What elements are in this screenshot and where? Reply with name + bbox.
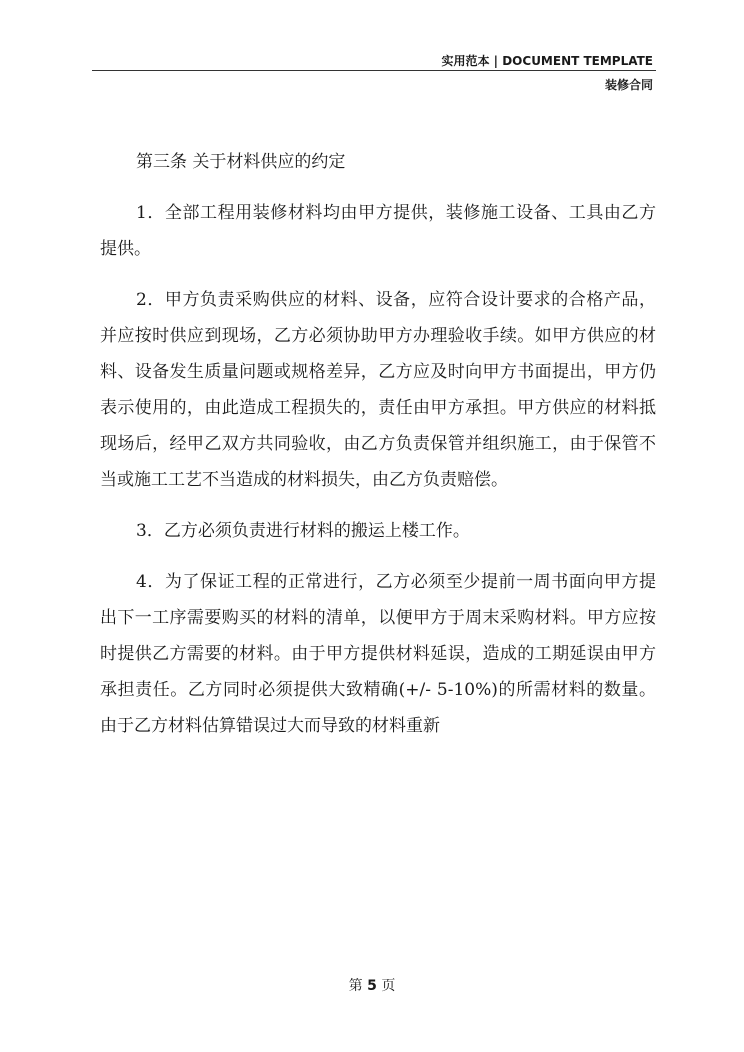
clause-1: 1．全部工程用装修材料均由甲方提供，装修施工设备、工具由乙方提供。 xyxy=(100,203,656,259)
article-title: 第三条 关于材料供应的约定 xyxy=(136,152,346,172)
page-footer xyxy=(0,975,744,995)
page-suffix: 页 xyxy=(381,978,396,994)
header-divider xyxy=(92,70,656,71)
clause-2: 2．甲方负责采购供应的材料、设备，应符合设计要求的合格产品，并应按时供应到现场，乙方必须协助甲方办理验收手续。如甲方供应的材料、设备发生质量问题或规格差异，乙方应及时向甲方书面提出，甲方仍表示使用的，由此造成工程损失的，责任由甲方承担。甲方供应的材料抵现场后，经甲乙双方共同验收，由乙方负责保管并组织施工，由于保管不当或施工工艺不当造成的材料损失，由乙方负责赔偿。 xyxy=(100,290,656,490)
page-number: 5 xyxy=(367,978,377,994)
header-doc-type: 装修合同 xyxy=(604,78,653,92)
clause-4: 4．为了保证工程的正常进行，乙方必须至少提前一周书面向甲方提出下一工序需要购买的材料的清单，以便甲方于周末采购材料。甲方应按时提供乙方需要的材料。由于甲方提供材料延误，造成的工期延误由甲方承担责任。乙方同时必须提供大致精确(+/- 5-10%)的所需材料的数量。由于乙方材料估算错误过大而导致的材料重新 xyxy=(100,572,656,736)
header-brand: 实用范本 | DOCUMENT TEMPLATE xyxy=(441,54,653,68)
clause-3: 3．乙方必须负责进行材料的搬运上楼工作。 xyxy=(136,521,470,541)
page-prefix: 第 xyxy=(348,978,363,994)
document-body xyxy=(100,144,656,759)
